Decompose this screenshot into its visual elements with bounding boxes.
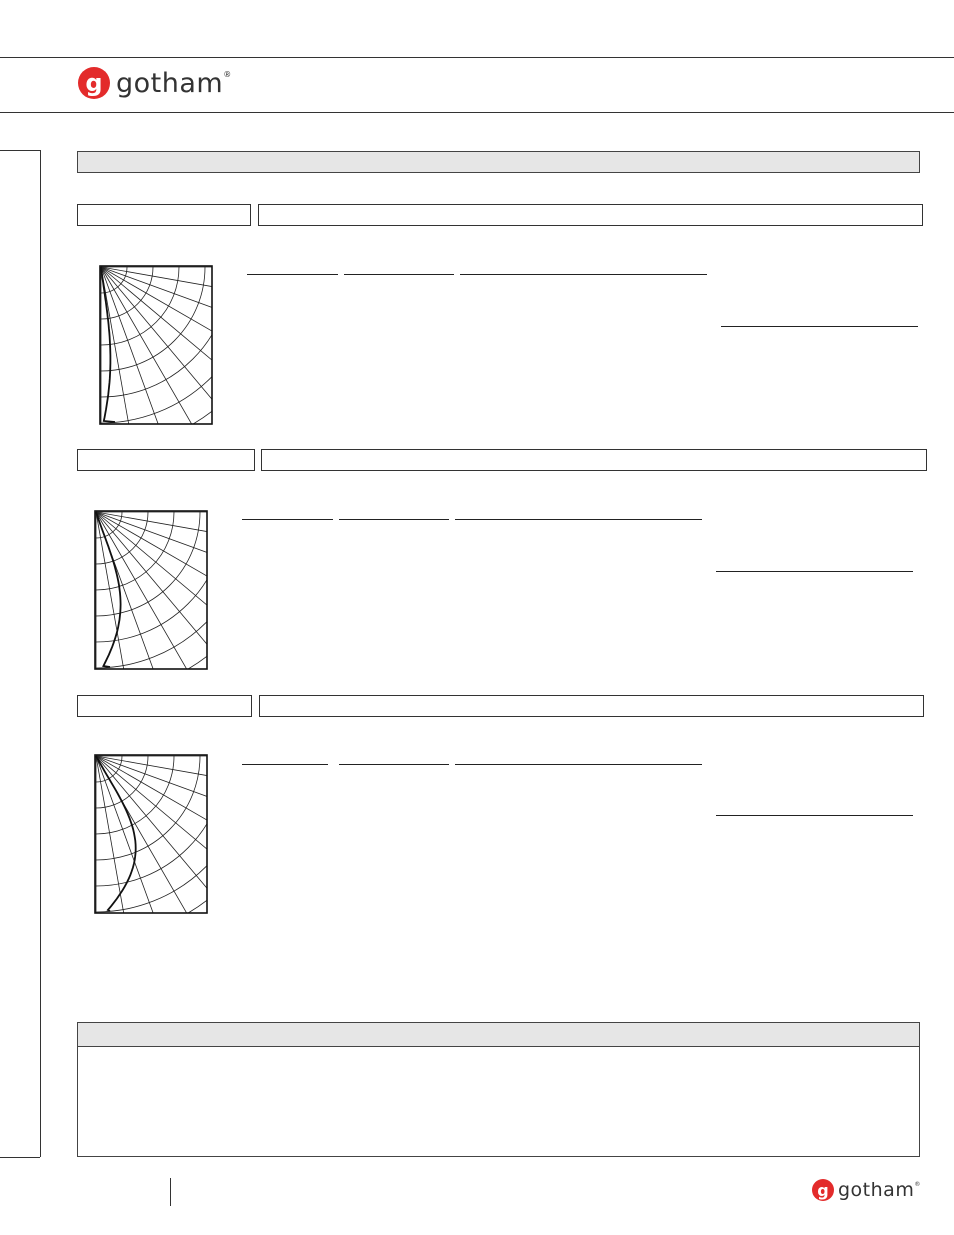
header-logo — [78, 66, 231, 100]
registered-mark: ® — [914, 1181, 921, 1188]
side-bracket-top — [0, 150, 40, 151]
photometric-description-box-3 — [259, 695, 924, 717]
polar-arc — [101, 267, 213, 425]
table-header-rule-3d — [716, 815, 913, 816]
polar-frame — [100, 266, 212, 424]
side-bracket-bottom — [0, 1157, 40, 1158]
polar-radial-line — [101, 267, 213, 342]
polar-radial-line — [96, 756, 208, 831]
polar-candela-chart-3 — [94, 754, 208, 914]
polar-arc — [101, 267, 213, 423]
table-header-rule-3b — [339, 764, 449, 765]
header-top-rule — [0, 57, 954, 58]
table-header-rule-2a — [242, 519, 333, 520]
polar-radial-line — [96, 756, 208, 914]
table-header-rule-1c — [460, 274, 707, 275]
table-header-rule-3c — [455, 764, 702, 765]
polar-radial-line — [101, 267, 213, 425]
brand-name: gotham — [116, 67, 224, 99]
photometric-description-box-1 — [258, 204, 923, 226]
brand-name: gotham — [838, 1179, 915, 1201]
polar-radial-line — [96, 512, 134, 670]
polar-grid — [96, 756, 208, 914]
table-header-rule-2d — [716, 571, 913, 572]
polar-radial-line — [101, 267, 211, 425]
section-header-bar — [77, 151, 920, 173]
table-header-rule-3a — [242, 764, 328, 765]
photometric-label-box-2 — [77, 449, 255, 471]
polar-radial-line — [96, 512, 208, 587]
photometric-label-box-1 — [77, 204, 251, 226]
polar-arc — [96, 756, 208, 912]
photometric-description-box-2 — [261, 449, 927, 471]
photometric-label-box-3 — [77, 695, 252, 717]
notes-panel-header — [78, 1023, 919, 1047]
gotham-logo-mark-icon: g — [78, 67, 110, 99]
polar-candela-chart-1 — [99, 265, 213, 425]
header-bottom-rule — [0, 112, 954, 113]
registered-mark: ® — [223, 70, 232, 79]
polar-radial-line — [96, 756, 206, 914]
polar-candela-chart-2 — [94, 510, 208, 670]
polar-radial-line — [101, 267, 213, 408]
polar-radial-line — [96, 756, 208, 897]
table-header-rule-2c — [455, 519, 702, 520]
footer-logo — [812, 1178, 920, 1202]
table-header-rule-1b — [344, 274, 454, 275]
table-header-rule-1d — [721, 326, 918, 327]
polar-radial-line — [96, 756, 134, 914]
polar-frame — [95, 755, 207, 913]
polar-grid — [96, 512, 208, 670]
polar-radial-line — [96, 512, 208, 653]
side-bracket-line — [40, 150, 41, 1157]
gotham-logo-mark-icon: g — [812, 1179, 834, 1201]
polar-arc — [96, 756, 208, 914]
notes-panel — [77, 1022, 920, 1157]
table-header-rule-1a — [247, 274, 338, 275]
polar-grid — [101, 267, 213, 425]
table-header-rule-2b — [339, 519, 449, 520]
footer-divider — [170, 1178, 171, 1206]
